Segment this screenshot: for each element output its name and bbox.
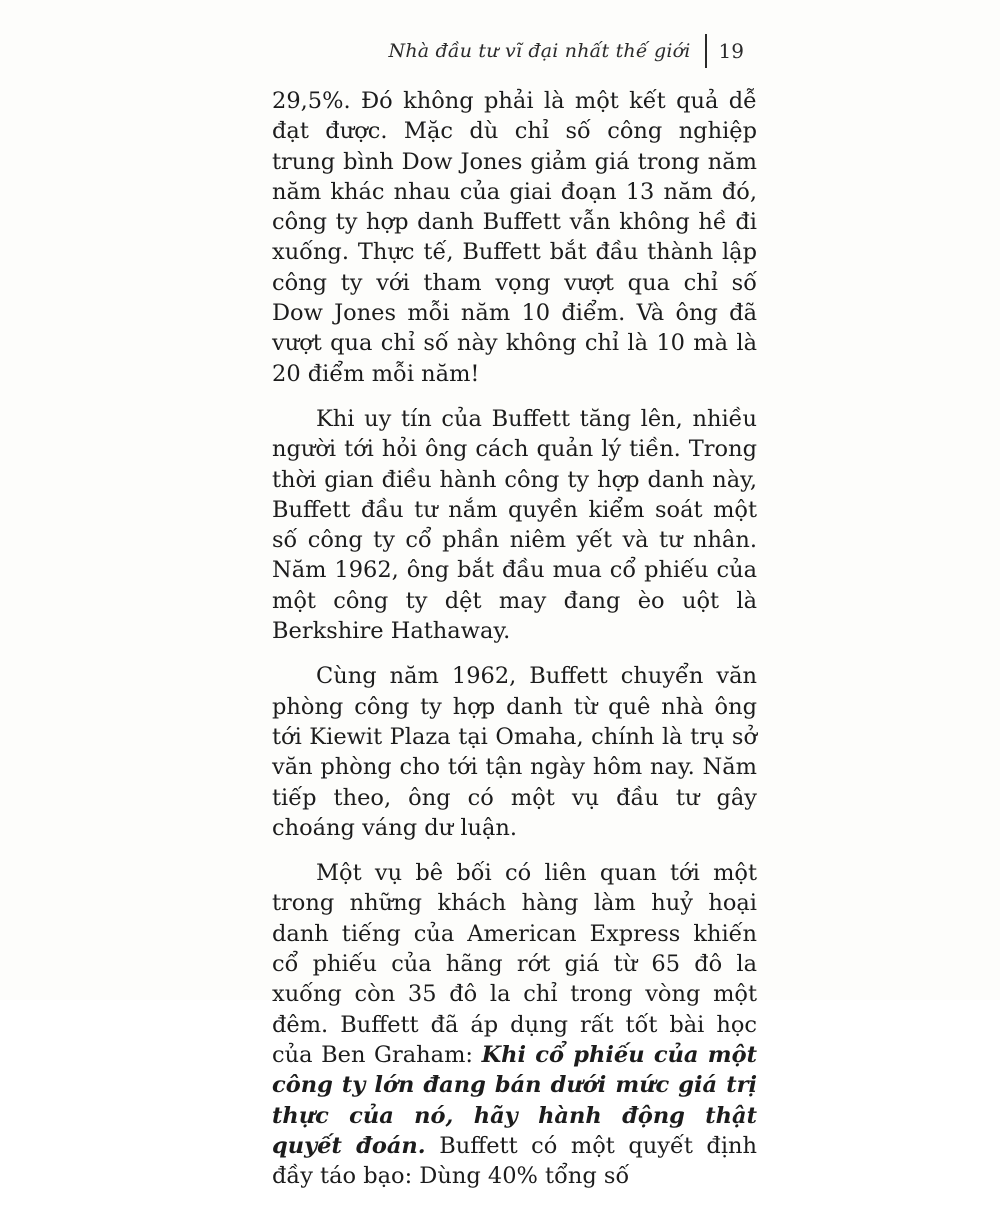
body-text — [272, 86, 757, 1206]
paragraph-2: Khi uy tín của Buffett tăng lên, nhiều người tới hỏi ông cách quản lý tiền. Trong thời gian điều hành công ty hợp danh này, Buffett đầu tư nắm quyền kiểm soát một số công ty cổ phần niêm yết và tư nhân. Năm 1962, ông bắt đầu mua cổ phiếu của một công ty dệt may đang èo uột là Berkshire Hathaway. — [272, 405, 757, 645]
paragraph-3: Cùng năm 1962, Buffett chuyển văn phòng công ty hợp danh từ quê nhà ông tới Kiewit Plaza tại Omaha, chính là trụ sở văn phòng cho tới tận ngày hôm nay. Năm tiếp theo, ông có một vụ đầu tư gây choáng váng dư luận. — [272, 663, 757, 841]
paragraph-4-text-after: Buffett có một quyết định đầy táo bạo: Dùng 40% tổng số — [272, 1132, 758, 1190]
running-head — [389, 34, 744, 68]
page-number: 19 — [718, 39, 744, 63]
running-head-title: Nhà đầu tư vĩ đại nhất thế giới — [388, 40, 691, 62]
paragraph-1: 29,5%. Đó không phải là một kết quả dễ đạt được. Mặc dù chỉ số công nghiệp trung bình Dow Jones giảm giá trong năm năm khác nhau của giai đoạn 13 năm đó, công ty hợp danh Buffett vẫn không hề đi xuống. Thực tế, Buffett bắt đầu thành lập công ty với tham vọng vượt qua chỉ số Dow Jones mỗi năm 10 điểm. Và ông đã vượt qua chỉ số này không chỉ là 10 mà là 20 điểm mỗi năm! — [272, 88, 757, 387]
paragraph-4 — [272, 858, 757, 1191]
paragraph-4-emphasis: Khi cổ phiếu của một công ty lớn đang bán dưới mức giá trị thực của nó, hãy hành động thật quyết đoán. — [272, 1041, 757, 1159]
paragraph-4-text-before: Một vụ bê bối có liên quan tới một trong những khách hàng làm huỷ hoại danh tiếng của American Express khiến cổ phiếu của hãng rớt giá từ 65 đô la xuống còn 35 đô la chỉ trong vòng một đêm. Buffett đã áp dụng rất tốt bài học của Ben Graham: — [272, 860, 757, 1068]
